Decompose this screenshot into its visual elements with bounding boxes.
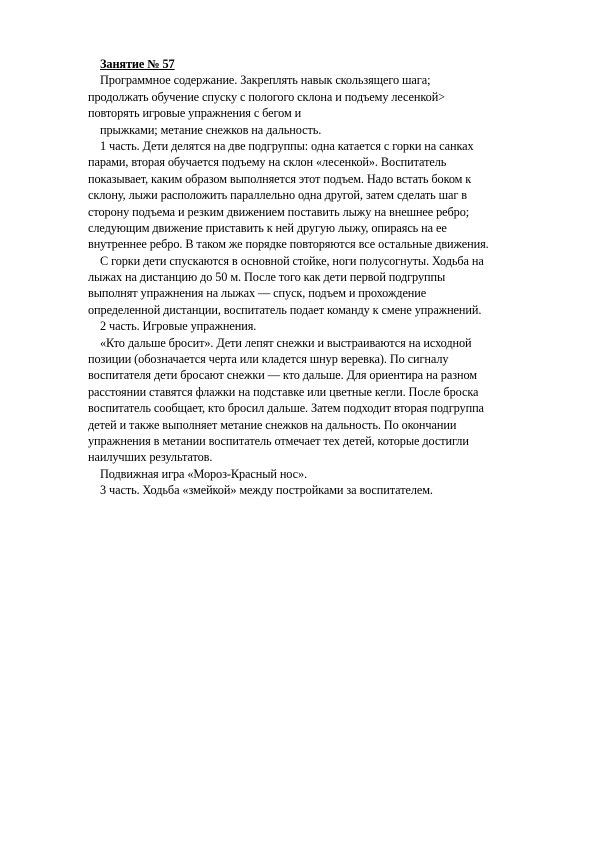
paragraph-line: парами, вторая обучается подъему на склон «лесенкой». Воспитатель	[88, 155, 447, 170]
paragraph-line: продолжать обучение спуску с пологого склона и подъему лесенкой>	[88, 89, 446, 104]
paragraph-line: 1 часть. Дети делятся на две подгруппы: одна катается с горки на санках	[100, 138, 474, 153]
paragraph-line: повторять игровые упражнения с бегом и	[88, 106, 302, 121]
paragraph-line: воспитателя дети бросают снежки — кто дальше. Для ориентира на разном	[88, 368, 477, 383]
paragraph-line: сторону подъема и резким движением поставить лыжу на внешнее ребро;	[88, 204, 470, 219]
document-title: Занятие № 57	[100, 57, 175, 71]
paragraph-line: детей и также выполняет метание снежков на дальность. По окончании	[88, 417, 457, 432]
paragraph-line: Программное содержание. Закреплять навык скользящего шага;	[100, 73, 431, 88]
paragraph-line: Подвижная игра «Мороз-Красный нос».	[100, 466, 308, 481]
paragraph-line: определенной дистанции, воспитатель подает команду к смене упражнений.	[88, 302, 482, 317]
paragraph-line: расстоянии ставятся флажки на подставке или цветные кегли. После броска	[88, 384, 479, 399]
paragraph-line: следующим движение приставить к ней другую лыжу, опираясь на ее	[88, 220, 447, 235]
paragraph-line: «Кто дальше бросит». Дети лепят снежки и выстраиваются на исходной	[100, 335, 472, 350]
paragraph-line: 3 часть. Ходьба «змейкой» между постройками за воспитателем.	[100, 483, 433, 498]
paragraph-line: 2 часть. Игровые упражнения.	[100, 319, 257, 334]
paragraph-line: упражнения в метании воспитатель отмечает тех детей, которые достигли	[88, 433, 469, 448]
document-body	[88, 72, 528, 498]
paragraph-line: С горки дети спускаются в основной стойке, ноги полусогнуты. Ходьба на	[100, 253, 484, 268]
paragraph-line: внутреннее ребро. В таком же порядке повторяются все остальные движения.	[88, 237, 489, 252]
paragraph-line: позиции (обозначается черта или кладется шнур веревка). По сигналу	[88, 352, 449, 367]
paragraph-line: склону, лыжи расположить параллельно одна другой, затем сделать шаг в	[88, 188, 467, 203]
paragraph-line: показывает, каким образом выполняется этот подъем. Надо встать боком к	[88, 171, 472, 186]
paragraph-line: наилучших результатов.	[88, 450, 213, 465]
paragraph-line: выполнят упражнения на лыжах — спуск, подъем и прохождение	[88, 286, 427, 301]
paragraph-line: лыжах на дистанцию до 50 м. После того как дети первой подгруппы	[88, 270, 446, 285]
paragraph-line: прыжками; метание снежков на дальность.	[100, 122, 322, 137]
paragraph-line: воспитатель сообщает, кто бросил дальше. Затем подходит вторая подгруппа	[88, 401, 484, 416]
document-page	[88, 56, 528, 499]
